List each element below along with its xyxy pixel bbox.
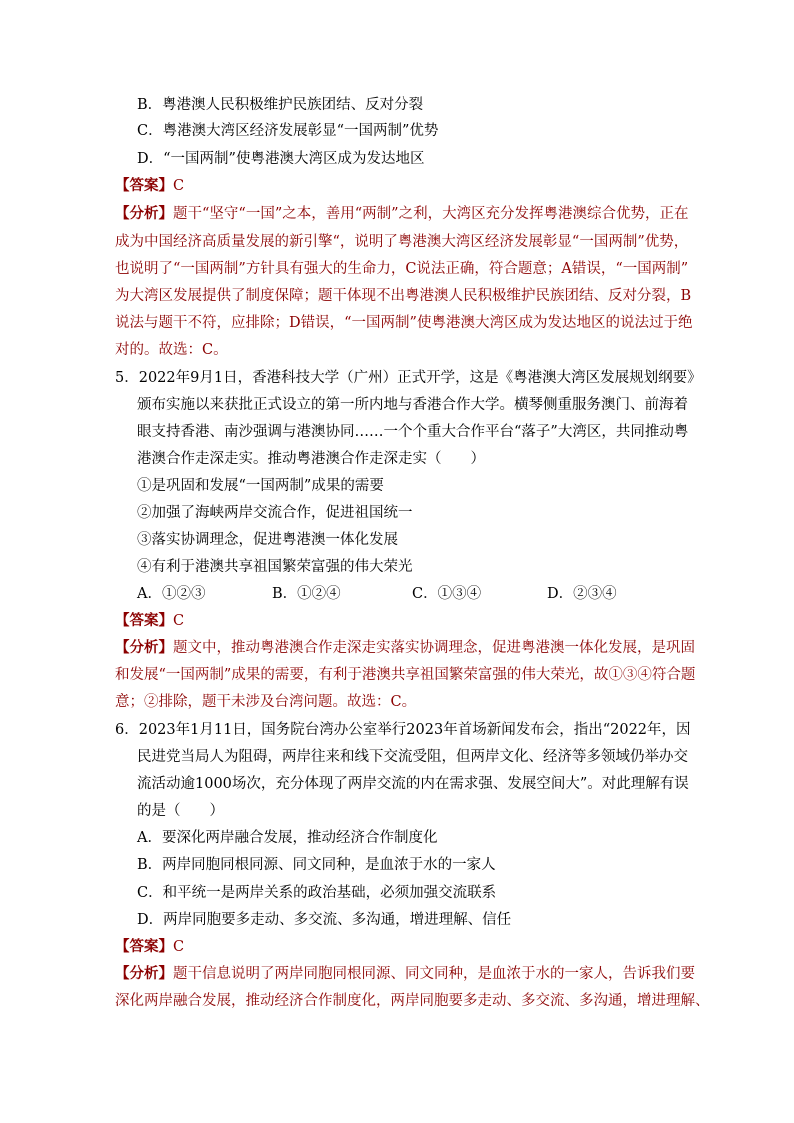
answer-tag: 【答案】	[115, 938, 173, 955]
answer-value: C	[173, 178, 185, 194]
q5-stem-line: 颁布实施以来获批正式设立的第一所内地与香港合作大学。横琴侧重服务澳门、前海着	[137, 397, 688, 413]
analysis-text: 题干信息说明了两岸同胞同根同源、同文同种，是血浓于水的一家人，告诉我们要	[173, 966, 695, 982]
q5-option-c: C．①③④	[412, 586, 482, 602]
analysis-text: 题干“坚守“一国”之本，善用“两制”之利，大湾区充分发挥粤港澳综合优势，正在	[173, 206, 689, 222]
q5-item: ④有利于港澳共享祖国繁荣富强的伟大荣光	[137, 559, 413, 575]
q5-stem-line: 5．2022年9月1日，香港科技大学（广州）正式开学，这是《粤港澳大湾区发展规划纲要》	[115, 370, 702, 386]
q6-option-b: B．两岸同胞同根同源、同文同种，是血浓于水的一家人	[137, 857, 496, 873]
q4-analysis-line: 成为中国经济高质量发展的新引擎“，说明了粤港澳大湾区经济发展彰显“一国两制”优势，	[115, 234, 689, 250]
answer-value: C	[173, 613, 185, 629]
q4-option-c: C．粤港澳大湾区经济发展彰显“一国两制”优势	[137, 123, 439, 139]
q5-item: ②加强了海峡两岸交流合作，促进祖国统一	[137, 505, 413, 521]
q4-option-d: D．“一国两制”使粤港澳大湾区成为发达地区	[137, 151, 425, 167]
q6-option-a: A．要深化两岸融合发展，推动经济合作制度化	[137, 830, 438, 846]
analysis-tag: 【分析】	[115, 639, 173, 656]
q5-analysis-line: 意；②排除，题干未涉及台湾问题。故选：C。	[115, 694, 417, 710]
q5-option-a: A．①②③	[137, 586, 206, 602]
q6-option-d: D．两岸同胞要多走动、多交流、多沟通，增进理解、信任	[137, 912, 512, 928]
q4-option-b: B．粤港澳人民积极维护民族团结、反对分裂	[137, 97, 424, 113]
analysis-text: 题文中，推动粤港澳合作走深走实落实协调理念，促进粤港澳一体化发展，是巩固	[173, 640, 695, 656]
q4-analysis-line	[115, 204, 689, 224]
q5-options-row	[0, 584, 794, 604]
q5-stem-line: 眼支持香港、南沙强调与港澳协同……一个个重大合作平台“落子”大湾区，共同推动粤	[137, 424, 689, 440]
analysis-tag: 【分析】	[115, 205, 173, 222]
q5-analysis-line	[115, 638, 695, 658]
q5-item: ①是巩固和发展“一国两制”成果的需要	[137, 478, 384, 494]
analysis-tag: 【分析】	[115, 965, 173, 982]
q4-answer	[115, 176, 184, 196]
q5-analysis-line: 和发展“一国两制”成果的需要，有利于港澳共享祖国繁荣富强的伟大荣光，故①③④符合题	[115, 667, 696, 683]
answer-tag: 【答案】	[115, 612, 173, 629]
q5-stem-line: 港澳合作走深走实。推动粤港澳合作走深走实（ ）	[137, 451, 485, 467]
q6-stem-line: 6．2023年1月11日，国务院台湾办公室举行2023年首场新闻发布会，指出“2022年，因	[115, 722, 691, 738]
q6-stem-line: 的是（ ）	[137, 803, 224, 819]
q4-analysis-line: 为大湾区发展提供了制度保障；题干体现不出粤港澳人民积极维护民族团结、反对分裂，B	[115, 288, 692, 304]
q6-stem-line: 民进党当局人为阻碍，两岸往来和线下交流受阻，但两岸文化、经济等多领域仍举办交	[137, 749, 688, 765]
answer-tag: 【答案】	[115, 177, 173, 194]
q5-option-d: D．②③④	[547, 586, 617, 602]
q6-analysis-line	[115, 964, 695, 984]
answer-value: C	[173, 939, 185, 955]
q6-option-c: C．和平统一是两岸关系的政治基础，必须加强交流联系	[137, 885, 497, 901]
q5-item: ③落实协调理念，促进粤港澳一体化发展	[137, 532, 398, 548]
q6-analysis-line: 深化两岸融合发展，推动经济合作制度化，两岸同胞要多走动、多交流、多沟通，增进理解、	[115, 993, 710, 1009]
q5-option-b: B．①②④	[272, 586, 341, 602]
q4-analysis-line: 说法与题干不符，应排除；D错误，“一国两制”使粤港澳大湾区成为发达地区的说法过于绝	[115, 315, 693, 331]
q4-analysis-line: 也说明了“一国两制”方针具有强大的生命力，C说法正确，符合题意；A错误，“一国两制”	[115, 261, 689, 277]
q5-answer	[115, 611, 184, 631]
q6-stem-line: 流活动逾1000场次，充分体现了两岸交流的内在需求强、发展空间大”。对此理解有误	[137, 776, 689, 792]
q6-answer	[115, 937, 184, 957]
q4-analysis-line: 对的。故选：C。	[115, 342, 228, 358]
